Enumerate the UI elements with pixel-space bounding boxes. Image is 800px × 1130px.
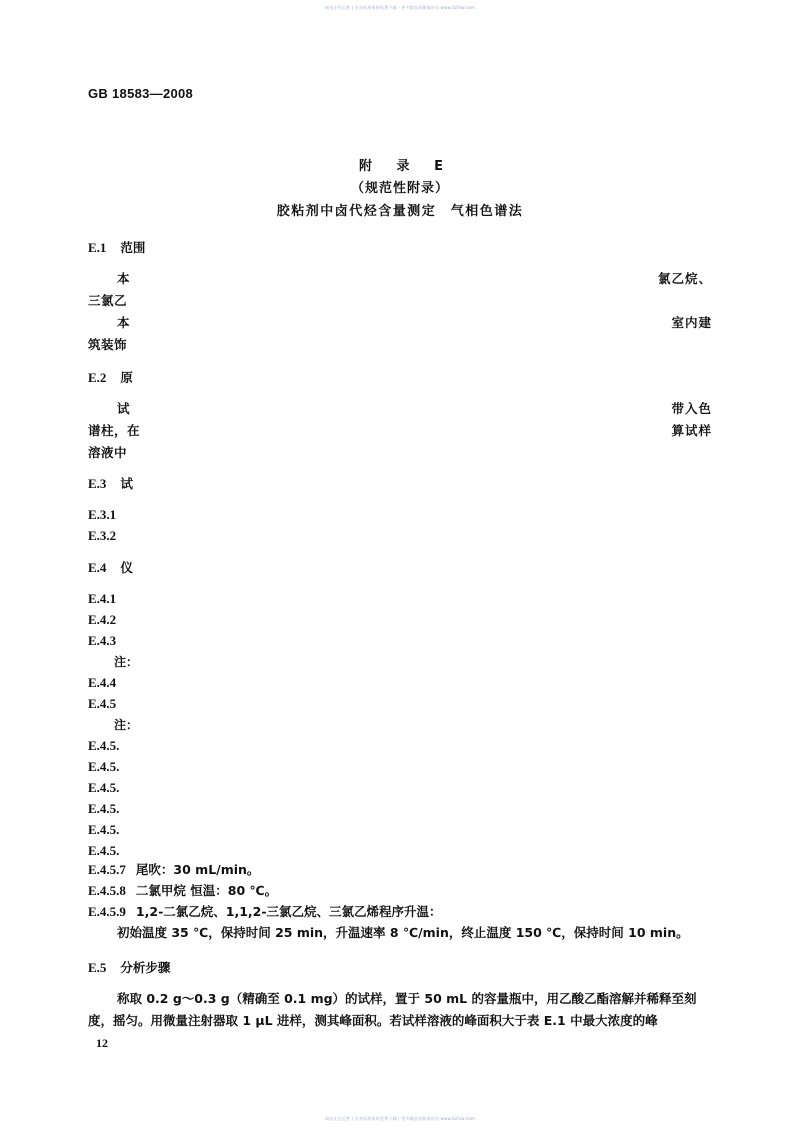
sub-item — [88, 801, 119, 817]
item-e4-5 — [88, 696, 116, 712]
item-text: 1,2-二氯乙烷、1,1,2-三氯乙烷、三氯乙烯程序升温： — [135, 904, 442, 919]
item-e4-1 — [88, 591, 116, 607]
item-e4-2 — [88, 612, 116, 628]
item-e3-1 — [88, 507, 116, 523]
e2-line1-start: 试 — [117, 401, 131, 416]
e1-para1-end: 氯乙烷、 — [657, 271, 712, 286]
item-number: E.3.1 — [88, 507, 117, 522]
e1-para2-start: 本 — [117, 315, 131, 330]
section-e4-heading — [88, 560, 133, 576]
section-number: E.3 — [88, 476, 107, 491]
item-number: E.4.5. — [88, 780, 120, 795]
item-number: E.4.5. — [88, 822, 120, 837]
item-number: E.4.5.8 — [88, 883, 126, 898]
item-number: E.4.4 — [88, 675, 117, 690]
item-number: E.4.5. — [88, 738, 120, 753]
appendix-heading: 胶粘剂中卤代烃含量测定 气相色谱法 — [276, 204, 524, 219]
section-e3-heading — [88, 476, 133, 492]
item-number: E.4.5.7 — [88, 862, 126, 877]
section-number: E.4 — [88, 560, 107, 575]
section-title-fragment: 原 — [120, 370, 133, 385]
e1-para2-line2: 筑装饰 — [88, 337, 128, 352]
section-e1-heading — [88, 240, 145, 256]
e2-line1-end: 带入色 — [671, 401, 712, 416]
e2-line3-start: 溶液中 — [88, 445, 128, 460]
item-number: E.4.1 — [88, 591, 117, 606]
item-e3-2 — [88, 528, 116, 544]
item-number: E.4.5. — [88, 759, 120, 774]
sub-item — [88, 843, 119, 859]
section-title-fragment: 仪 — [120, 560, 133, 575]
item-text: 二氯甲烷 恒温：80 ℃。 — [135, 883, 278, 898]
appendix-subtitle: （规范性附录） — [350, 181, 449, 196]
item-number: E.4.5.9 — [88, 904, 126, 919]
section-title: 范围 — [120, 240, 146, 255]
top-watermark: 网站正在运营 | 专业标准资料免费下载 - 更多精品资源请访问 www.bzfxw.com — [325, 5, 475, 10]
e1-para2-end: 室内建 — [671, 315, 712, 330]
section-number: E.1 — [88, 240, 107, 255]
section-number: E.5 — [88, 960, 107, 975]
e2-line2-start: 谱柱，在 — [88, 423, 141, 438]
item-number: E.4.5. — [88, 843, 120, 858]
temperature-program-text: 初始温度 35 ℃，保持时间 25 min，升温速率 8 ℃/min，终止温度 150 ℃，保持时间 10 min。 — [117, 925, 689, 940]
appendix-title: 附 录 E — [359, 159, 453, 174]
sub-item-e4-5-8 — [88, 883, 277, 899]
sub-item — [88, 759, 119, 775]
item-e4-4 — [88, 675, 116, 691]
section-title-fragment: 试 — [120, 476, 133, 491]
e1-para1-line2: 三氯乙 — [88, 293, 128, 308]
note-1: 注： — [114, 655, 139, 669]
item-e4-3 — [88, 633, 116, 649]
sub-item-e4-5-9 — [88, 904, 442, 920]
section-number: E.2 — [88, 370, 107, 385]
item-text: 尾吹：30 mL/min。 — [135, 862, 260, 877]
standard-code: GB 18583—2008 — [88, 86, 194, 101]
sub-item — [88, 738, 119, 754]
sub-item-e4-5-7 — [88, 862, 259, 878]
item-number: E.4.5 — [88, 696, 117, 711]
sub-item — [88, 822, 119, 838]
note-2: 注： — [114, 718, 139, 732]
item-number: E.4.3 — [88, 633, 117, 648]
section-e2-heading — [88, 370, 133, 386]
item-number: E.3.2 — [88, 528, 117, 543]
section-title: 分析步骤 — [120, 960, 171, 975]
e2-line2-end: 算试样 — [671, 423, 712, 438]
e1-para1-start: 本 — [117, 271, 131, 286]
e5-line2: 度，摇匀。用微量注射器取 1 μL 进样，测其峰面积。若试样溶液的峰面积大于表 E.1 中最大浓度的峰 — [88, 1013, 658, 1028]
page-number: 12 — [96, 1036, 108, 1050]
section-e5-heading — [88, 960, 170, 976]
item-number: E.4.5. — [88, 801, 120, 816]
sub-item — [88, 780, 119, 796]
e5-line1: 称取 0.2 g～0.3 g（精确至 0.1 mg）的试样，置于 50 mL 的容量瓶中，用乙酸乙酯溶解并稀释至刻 — [117, 991, 697, 1006]
item-number: E.4.2 — [88, 612, 117, 627]
bottom-watermark: 网站正在运营 | 专业标准资料免费下载 - 更多精品资源请访问 www.bzfxw.com — [325, 1116, 475, 1121]
